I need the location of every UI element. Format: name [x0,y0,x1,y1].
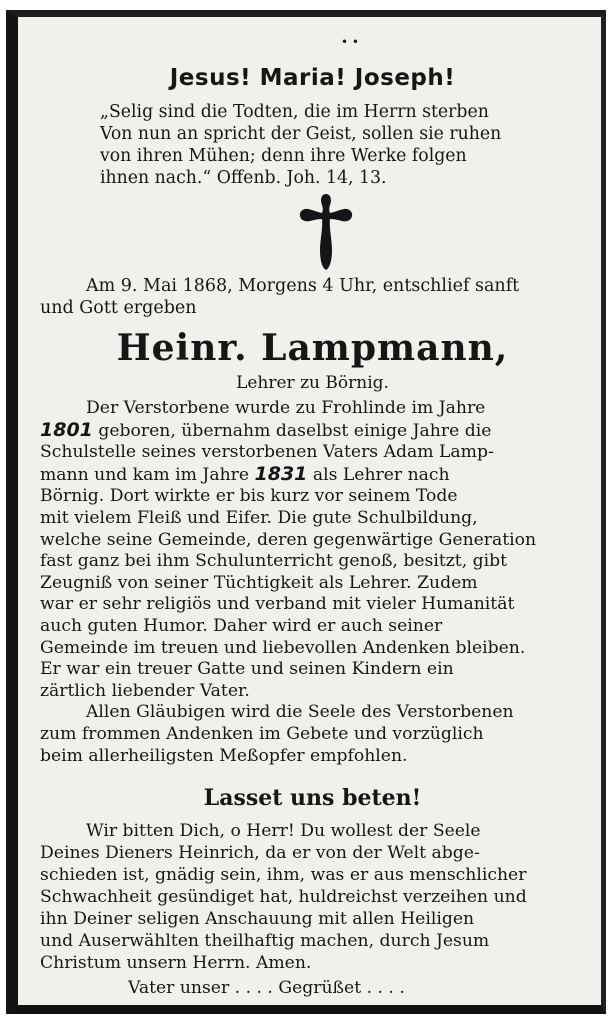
closing-prayers: Vater unser . . . . Gegrüßet . . . . [128,978,405,998]
prayer-line: Schwachheit gesündiget hat, huldreichst verzeihen und [40,887,527,907]
card-header: Jesus! Maria! Joseph! [169,65,456,91]
bio-line: welche seine Gemeinde, deren gegenwärtige Generation [40,529,537,550]
bio-line: beim allerheiligsten Meßopfer empfohlen. [40,745,408,766]
birth-year-handwritten: 1801 [40,418,93,441]
arrival-year-handwritten: 1831 [254,462,308,485]
bio-line: Er war ein treuer Gatte und seinen Kindern ein [40,659,454,680]
bio-line: auch guten Humor. Daher wird er auch seiner [40,615,443,636]
prayer-line: Christum unsern Herrn. Amen. [40,953,312,973]
bio-line: Gemeinde im treuen und liebevollen Andenken bleiben. [40,637,526,658]
bio-text: geboren, übernahm daselbst einige Jahre die [92,420,492,441]
quote-line: „Selig sind die Todten, die im Herrn sterben [100,102,489,122]
prayer-line: Wir bitten Dich, o Herr! Du wollest der Seele [86,821,481,841]
notice-line: und Gott ergeben [40,298,197,318]
biography [40,398,585,767]
quote-line: Von nun an spricht der Geist, sollen sie ruhen [100,124,502,144]
death-notice [40,275,585,319]
bio-line: zum frommen Andenken im Gebete und vorzüglich [40,723,484,744]
bio-line [40,464,585,487]
deceased-name: Heinr. Lampmann, [116,327,509,369]
quote-line: ihnen nach.“ Offenb. Joh. 14, 13. [100,168,387,188]
card-content [40,17,585,1005]
bio-text: als Lehrer nach [307,464,450,485]
decorative-dots: • • [341,35,359,49]
prayer-line: und Auserwählten theilhaftig machen, durch Jesum [40,931,490,951]
prayer-text [40,820,585,974]
memorial-card [6,10,606,1014]
bio-line: zärtlich liebender Vater. [40,680,250,701]
deceased-occupation: Lehrer zu Börnig. [236,373,389,393]
bio-line: war er sehr religiös und verband mit vieler Humanität [40,594,515,615]
bio-line: Der Verstorbene wurde zu Frohlinde im Jahre [86,398,486,418]
prayer-title: Lasset uns beten! [203,785,422,811]
notice-line: Am 9. Mai 1868, Morgens 4 Uhr, entschlief sanft [86,276,520,296]
bio-line: mit vielem Fleiß und Eifer. Die gute Schulbildung, [40,507,478,528]
bio-line: Börnig. Dort wirkte er bis kurz vor seinem Tode [40,486,458,507]
bio-line [40,420,585,443]
bio-line: Zeugniß von seiner Tüchtigkeit als Lehrer. Zudem [40,572,478,593]
prayer-line: schieden ist, gnädig sein, ihm, was er aus menschlicher [40,865,527,885]
prayer-line: ihn Deiner seligen Anschauung mit allen Heiligen [40,909,475,929]
cross-icon [296,192,356,272]
scripture-quote [100,101,579,189]
bio-line: fast ganz bei ihm Schulunterricht genoß, besitzt, gibt [40,551,508,572]
bio-text: mann und kam im Jahre [40,464,255,485]
bio-line: Allen Gläubigen wird die Seele des Verstorbenen [86,702,514,723]
quote-line: von ihren Mühen; denn ihre Werke folgen [100,146,467,166]
bio-line: Schulstelle seines verstorbenen Vaters Adam Lamp- [40,442,494,463]
prayer-line: Deines Dieners Heinrich, da er von der Welt abge- [40,843,480,863]
